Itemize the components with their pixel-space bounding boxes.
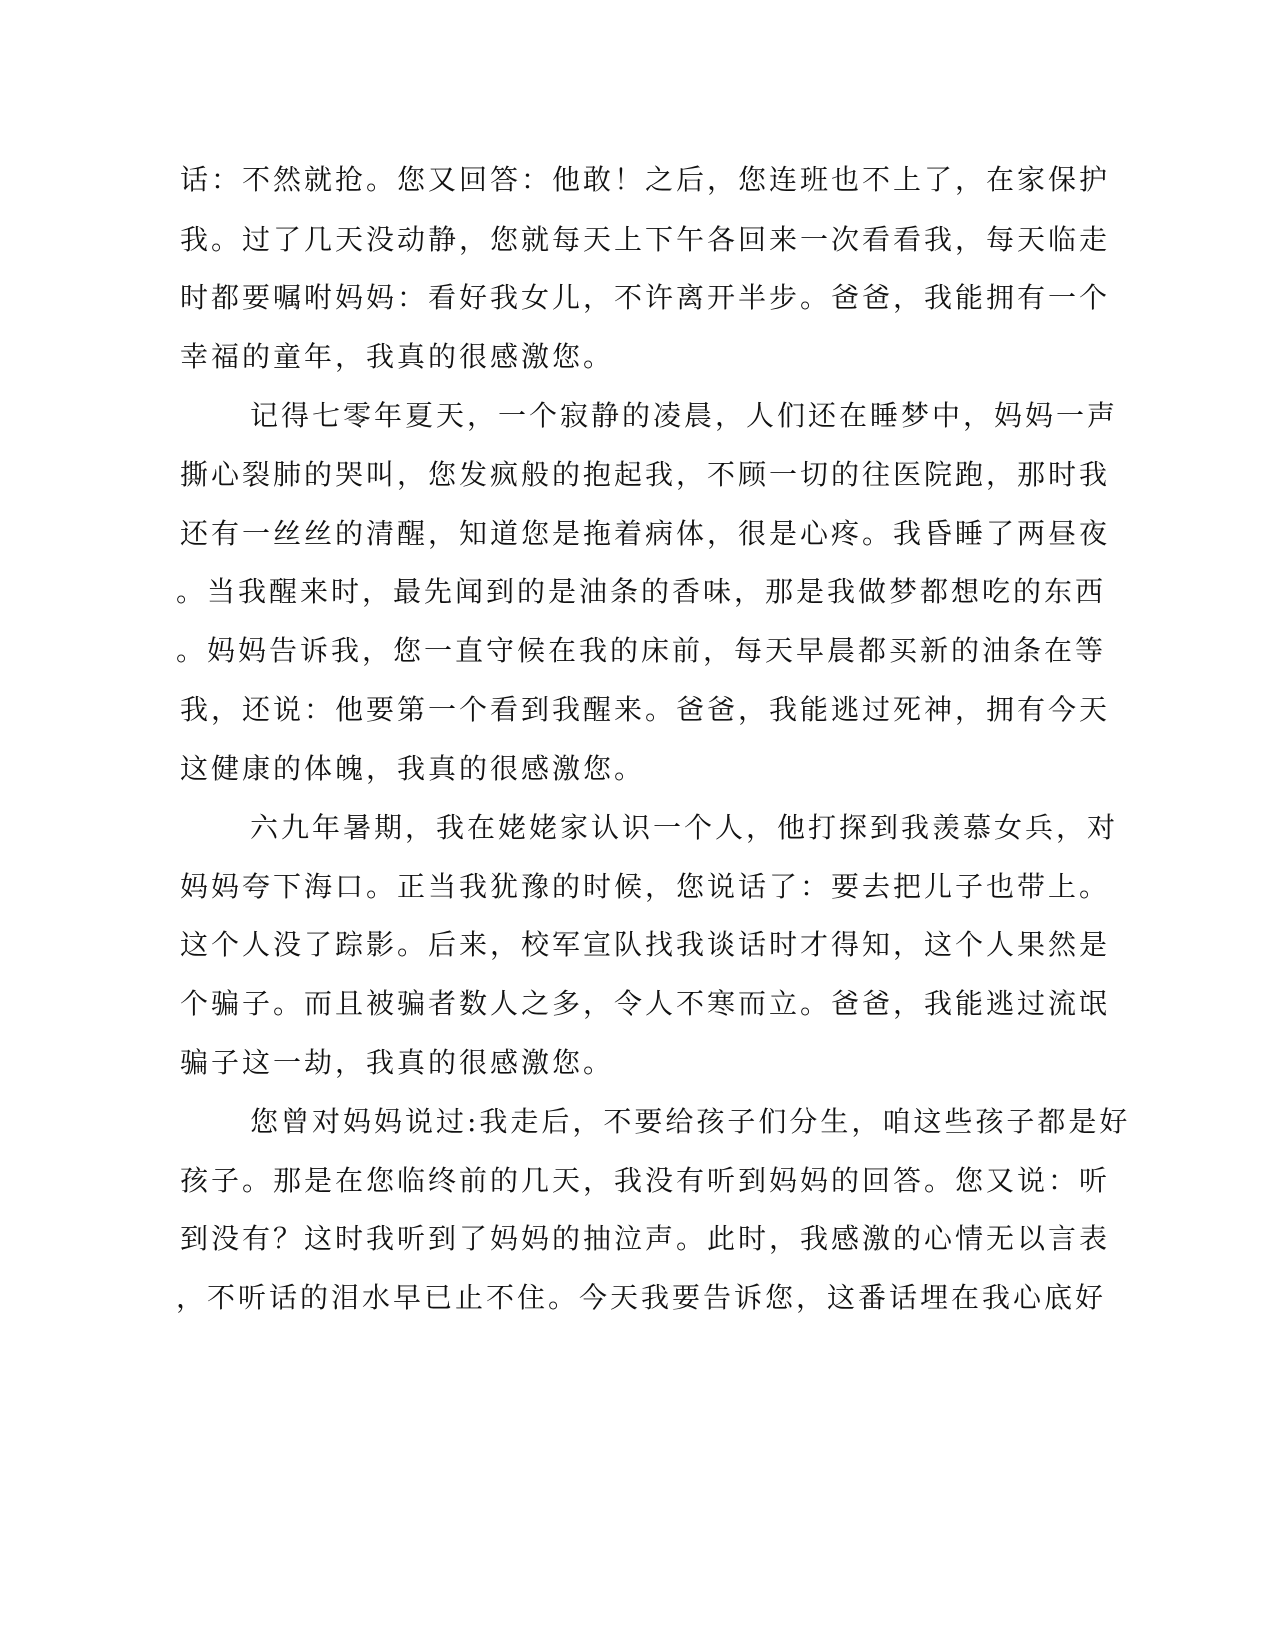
text-line: 。当我醒来时，最先闻到的是油条的香味，那是我做梦都想吃的东西	[176, 575, 1107, 608]
text-line: 还有一丝丝的清醒，知道您是拖着病体，很是心疼。我昏睡了两昼夜	[180, 517, 1111, 550]
text-line: 话：不然就抢。您又回答：他敢！之后，您连班也不上了，在家保护	[180, 163, 1111, 196]
text-line: 我。过了几天没动静，您就每天上下午各回来一次看看我，每天临走	[180, 223, 1111, 256]
text-line: ，不听话的泪水早已止不住。今天我要告诉您，这番话埋在我心底好	[176, 1281, 1107, 1314]
paragraph-start-line: 您曾对妈妈说过:我走后，不要给孩子们分生，咱这些孩子都是好	[250, 1105, 1131, 1138]
text-line: 这健康的体魄，我真的很感激您。	[180, 752, 646, 785]
text-line: 个骗子。而且被骗者数人之多，令人不寒而立。爸爸，我能逃过流氓	[180, 987, 1111, 1020]
text-line: 我，还说：他要第一个看到我醒来。爸爸，我能逃过死神，拥有今天	[180, 693, 1111, 726]
text-line: 幸福的童年，我真的很感激您。	[180, 340, 615, 373]
text-line: 时都要嘱咐妈妈：看好我女儿，不许离开半步。爸爸，我能拥有一个	[180, 281, 1111, 314]
text-line: 妈妈夸下海口。正当我犹豫的时候，您说话了：要去把儿子也带上。	[180, 870, 1111, 903]
text-line: 。妈妈告诉我，您一直守候在我的床前，每天早晨都买新的油条在等	[176, 634, 1107, 667]
text-line: 到没有？这时我听到了妈妈的抽泣声。此时，我感激的心情无以言表	[180, 1222, 1111, 1255]
text-line: 这个人没了踪影。后来，校军宣队找我谈话时才得知，这个人果然是	[180, 928, 1111, 961]
text-line: 撕心裂肺的哭叫，您发疯般的抱起我，不顾一切的往医院跑，那时我	[180, 458, 1111, 491]
text-line: 孩子。那是在您临终前的几天，我没有听到妈妈的回答。您又说：听	[180, 1164, 1111, 1197]
text-line: 骗子这一劫，我真的很感激您。	[180, 1046, 615, 1079]
paragraph-start-line: 六九年暑期，我在姥姥家认识一个人，他打探到我羡慕女兵，对	[250, 811, 1119, 844]
paragraph-start-line: 记得七零年夏天，一个寂静的凌晨，人们还在睡梦中，妈妈一声	[250, 399, 1119, 432]
